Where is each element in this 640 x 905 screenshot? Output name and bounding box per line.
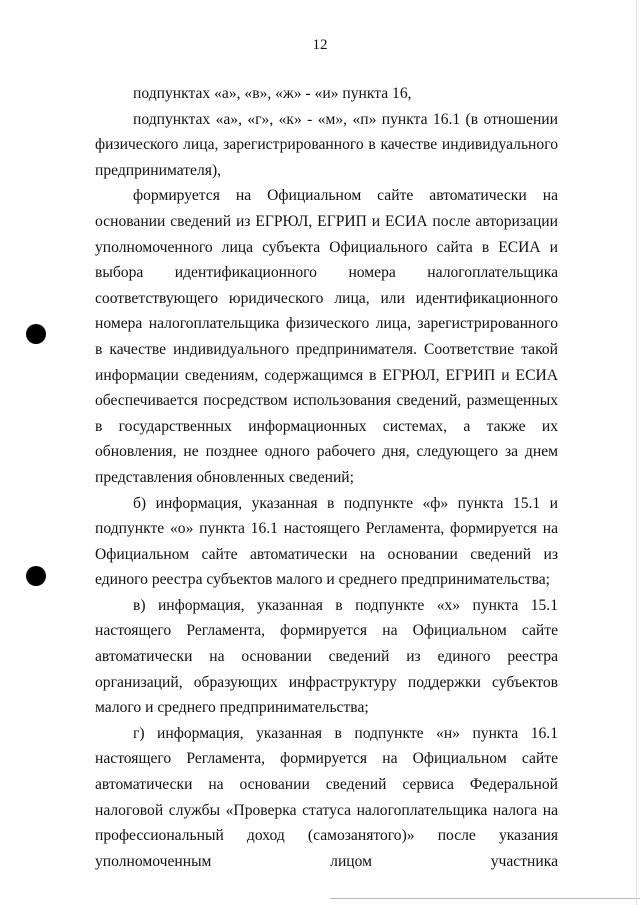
paragraph: подпунктах «а», «в», «ж» - «и» пункта 16, <box>133 85 412 102</box>
paragraph: в) информация, указанная в подпункте «х» пункта 15.1 настоящего Регламента, формируется на Официальном сайте автоматически на основании сведений из единого реестра организаций, образующих инфраструктуру поддержки субъектов малого и среднего предпринимательства; <box>95 596 558 717</box>
paragraph: б) информация, указанная в подпункте «ф» пункта 15.1 и подпункте «о» пункта 16.1 настоящего Регламента, формируется на Официальном сайте автоматически на основании сведений из единого реестра субъектов малого и среднего предпринимательства; <box>95 494 558 589</box>
page-number: 12 <box>312 37 328 53</box>
paragraph: подпунктах «а», «г», «к» - «м», «п» пункта 16.1 (в отношении физического лица, зарегистрированного в качестве индивидуального предпринимателя), <box>95 110 558 179</box>
document-body <box>95 81 558 874</box>
punch-hole-mark <box>26 566 46 586</box>
punch-hole-mark <box>26 324 46 344</box>
scan-edge-line <box>330 898 640 899</box>
scan-edge-line <box>636 0 637 905</box>
paragraph: формируется на Официальном сайте автоматически на основании сведений из ЕГРЮЛ, ЕГРИП и ЕСИА после авторизации уполномоченного лица субъекта Официального сайта в ЕСИА и выбора идентификационного номера налогоплательщика соответствующего юридического лица, или идентификационного номера налогоплательщика физического лица, зарегистрированного в качестве индивидуального предпринимателя. Соответствие такой информации сведениям, содержащимся в ЕГРЮЛ, ЕГРИП и ЕСИА обеспечивается посредством использования сведений, размещенных в государственных информационных системах, а также их обновления, не позднее одного рабочего дня, следующего за днем представления обновленных сведений; <box>95 187 558 486</box>
paragraph: г) информация, указанная в подпункте «н» пункта 16.1 настоящего Регламента, формируется на Официальном сайте автоматически на основании сведений сервиса Федеральной налоговой службы «Проверка статуса налогоплательщика налога на профессиональный доход (самозанятого)» после указания уполномоченным лицом участника <box>95 724 558 870</box>
